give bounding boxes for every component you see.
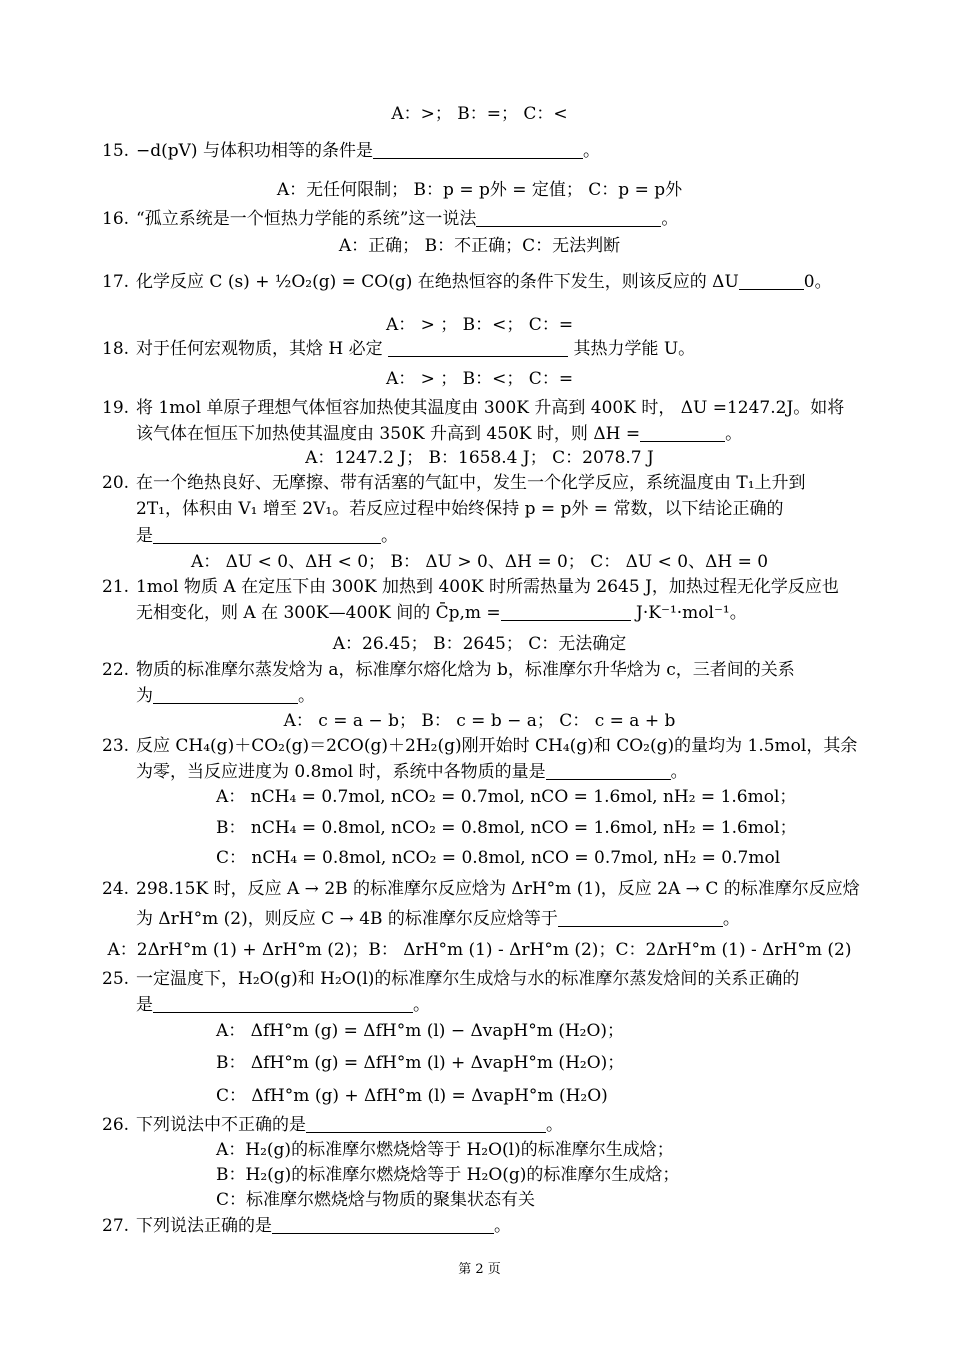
line-text: B：H₂(g)的标准摩尔燃烧焓等于 H₂O(g)的标准摩尔生成焓；	[216, 1165, 680, 1185]
answer-blank[interactable]	[501, 602, 631, 621]
line-suffix: 。	[722, 909, 740, 929]
answer-blank[interactable]	[640, 423, 725, 442]
options-line	[0, 102, 959, 126]
text-line	[136, 907, 740, 931]
line-text: B： ΔfH°m (g) = ΔfH°m (l) + ΔvapH°m (H₂O)；	[216, 1053, 625, 1073]
options-line	[216, 1138, 674, 1162]
options-line	[216, 1163, 679, 1187]
question-line	[102, 575, 839, 599]
options-line	[216, 846, 780, 870]
question-line	[102, 337, 695, 361]
line-text: A：H₂(g)的标准摩尔燃烧焓等于 H₂O(l)的标准摩尔生成焓；	[216, 1140, 674, 1160]
options-line	[216, 1051, 624, 1075]
question-line	[102, 471, 806, 495]
question-line	[102, 207, 678, 231]
question-number: 16.	[102, 209, 130, 229]
question-number: 26.	[102, 1115, 130, 1135]
line-text: 一定温度下，H₂O(g)和 H₂O(l)的标准摩尔生成焓与水的标准摩尔蒸发焓间的关系正确的	[136, 969, 800, 989]
line-suffix: 其热力学能 U。	[568, 339, 696, 359]
question-number: 25.	[102, 969, 130, 989]
answer-blank[interactable]	[546, 761, 671, 780]
line-suffix: 。	[413, 995, 430, 1015]
options-line	[0, 234, 959, 258]
options-line	[216, 1019, 624, 1043]
line-suffix: J·K⁻¹·mol⁻¹。	[630, 603, 747, 623]
question-number: 23.	[102, 736, 130, 756]
text-line	[136, 684, 315, 708]
answer-blank[interactable]	[272, 1215, 494, 1234]
line-text: C：标准摩尔燃烧焓与物质的聚集状态有关	[216, 1190, 536, 1210]
line-text: 为零，当反应进度为 0.8mol 时，系统中各物质的量是	[136, 762, 546, 782]
line-text: A： > ； B：<； C：=	[385, 315, 574, 335]
options-line	[216, 1188, 535, 1212]
question-number: 19.	[102, 398, 130, 418]
answer-blank[interactable]	[558, 908, 723, 927]
question-line	[102, 658, 795, 682]
line-suffix: 。	[661, 209, 679, 229]
question-number: 24.	[102, 879, 130, 899]
line-text: 无相变化，则 A 在 300K—400K 间的 C̄p,m =	[136, 603, 501, 623]
question-line	[102, 270, 832, 294]
line-suffix: 。	[670, 762, 688, 782]
question-line	[102, 967, 799, 991]
page-footer: 第 2 页	[458, 1262, 501, 1277]
line-text: 2T₁，体积由 V₁ 增至 2V₁。若反应过程中始终保持 p = p外 = 常数，以下结论正确的	[136, 499, 784, 519]
options-line	[0, 178, 959, 202]
line-text: “孤立系统是一个恒热力学能的系统”这一说法	[136, 209, 477, 229]
line-text: 物质的标准摩尔蒸发焓为 a，标准摩尔熔化焓为 b，标准摩尔升华焓为 c，三者间的关系	[136, 660, 795, 680]
question-number: 17.	[102, 272, 130, 292]
line-text: C： nCH₄ = 0.8mol, nCO₂ = 0.8mol, nCO = 0.7mol, nH₂ = 0.7mol	[216, 848, 781, 868]
question-number: 15.	[102, 141, 130, 161]
line-text: 1mol 物质 A 在定压下由 300K 加热到 400K 时所需热量为 2645 J，加热过程无化学反应也	[136, 577, 839, 597]
line-suffix: 。	[582, 141, 600, 161]
line-suffix: 。	[546, 1115, 563, 1135]
line-text: 为 ΔrH°m (2)，则反应 C → 4B 的标准摩尔反应焓等于	[136, 909, 558, 929]
text-line	[136, 524, 398, 548]
answer-blank[interactable]	[476, 208, 661, 227]
line-text: A： ΔU < 0、ΔH < 0； B： ΔU > 0、ΔH = 0； C： ΔU < 0、ΔH = 0	[190, 552, 769, 572]
line-text: A： c = a − b； B： c = b − a； C： c = a + b	[283, 711, 676, 731]
line-text: 反应 CH₄(g)＋CO₂(g)＝2CO(g)＋2H₂(g)刚开始时 CH₄(g)和 CO₂(g)的量均为 1.5mol，其余	[136, 736, 858, 756]
options-line	[0, 550, 959, 574]
options-line	[0, 632, 959, 656]
options-line	[0, 367, 959, 391]
question-number: 22.	[102, 660, 130, 680]
question-line	[102, 396, 844, 420]
question-number: 27.	[102, 1216, 130, 1236]
answer-blank[interactable]	[306, 1114, 546, 1133]
text-line	[136, 422, 742, 446]
text-line	[136, 497, 783, 521]
line-text: 对于任何宏观物质，其焓 H 必定	[136, 339, 389, 359]
question-line	[102, 734, 857, 758]
question-line	[102, 877, 860, 901]
line-suffix: 0。	[803, 272, 832, 292]
options-line	[0, 313, 959, 337]
question-line	[102, 139, 600, 163]
answer-blank[interactable]	[153, 994, 413, 1013]
line-text: A：正确； B：不正确；C：无法判断	[338, 236, 621, 256]
line-text: A：1247.2 J； B：1658.4 J； C：2078.7 J	[305, 448, 654, 468]
question-line	[102, 1113, 563, 1137]
line-text: C： ΔfH°m (g) + ΔfH°m (l) = ΔvapH°m (H₂O)	[216, 1086, 608, 1106]
question-number: 18.	[102, 339, 130, 359]
options-line	[0, 938, 959, 962]
line-suffix: 。	[494, 1216, 511, 1236]
line-text: 化学反应 C (s) + ½O₂(g) = CO(g) 在绝热恒容的条件下发生，则该反应的 ΔU	[136, 272, 739, 292]
options-line	[0, 709, 959, 733]
line-text: A：>； B：=； C：<	[391, 104, 568, 124]
line-text: A： ΔfH°m (g) = ΔfH°m (l) − ΔvapH°m (H₂O)；	[216, 1021, 625, 1041]
line-text: 在一个绝热良好、无摩擦、带有活塞的气缸中，发生一个化学反应，系统温度由 T₁上升到	[136, 473, 806, 493]
line-text: 是	[136, 995, 153, 1015]
line-text: −d(pV) 与体积功相等的条件是	[136, 141, 373, 161]
answer-blank[interactable]	[388, 338, 568, 357]
question-number: 20.	[102, 473, 130, 493]
options-line	[216, 1084, 608, 1108]
line-text: 298.15K 时，反应 A → 2B 的标准摩尔反应焓为 ΔrH°m (1)，反应 2A → C 的标准摩尔反应焓	[136, 879, 860, 899]
line-text: A：无任何限制； B：p = p外 = 定值； C：p = p外	[276, 180, 683, 200]
text-line	[136, 993, 430, 1017]
question-line	[102, 1214, 511, 1238]
line-text: A： > ； B：<； C：=	[385, 369, 574, 389]
line-text: 下列说法中不正确的是	[136, 1115, 306, 1135]
line-suffix: 。	[298, 686, 315, 706]
answer-blank[interactable]	[373, 140, 583, 159]
line-text: 该气体在恒压下加热使其温度由 350K 升高到 450K 时，则 ΔH =	[136, 424, 641, 444]
line-text: A：26.45； B：2645； C：无法确定	[332, 634, 627, 654]
line-text: A：2ΔrH°m (1) + ΔrH°m (2)；B： ΔrH°m (1) - ΔrH°m (2)；C：2ΔrH°m (1) - ΔrH°m (2)	[107, 940, 852, 960]
text-line	[136, 760, 688, 784]
answer-blank[interactable]	[153, 685, 298, 704]
line-text: B： nCH₄ = 0.8mol, nCO₂ = 0.8mol, nCO = 1.6mol, nH₂ = 1.6mol；	[216, 818, 797, 838]
line-text: A： nCH₄ = 0.7mol, nCO₂ = 0.7mol, nCO = 1.6mol, nH₂ = 1.6mol；	[216, 787, 797, 807]
answer-blank[interactable]	[153, 525, 381, 544]
text-line	[136, 601, 747, 625]
line-suffix: 。	[381, 526, 398, 546]
line-text: 是	[136, 526, 153, 546]
line-suffix: 。	[725, 424, 743, 444]
options-line	[216, 785, 796, 809]
line-text: 将 1mol 单原子理想气体恒容加热使其温度由 300K 升高到 400K 时， ΔU =1247.2J。如将	[136, 398, 845, 418]
options-line	[216, 816, 797, 840]
answer-blank[interactable]	[739, 271, 804, 290]
question-number: 21.	[102, 577, 130, 597]
line-text: 下列说法正确的是	[136, 1216, 272, 1236]
options-line	[0, 446, 959, 470]
line-text: 为	[136, 686, 153, 706]
